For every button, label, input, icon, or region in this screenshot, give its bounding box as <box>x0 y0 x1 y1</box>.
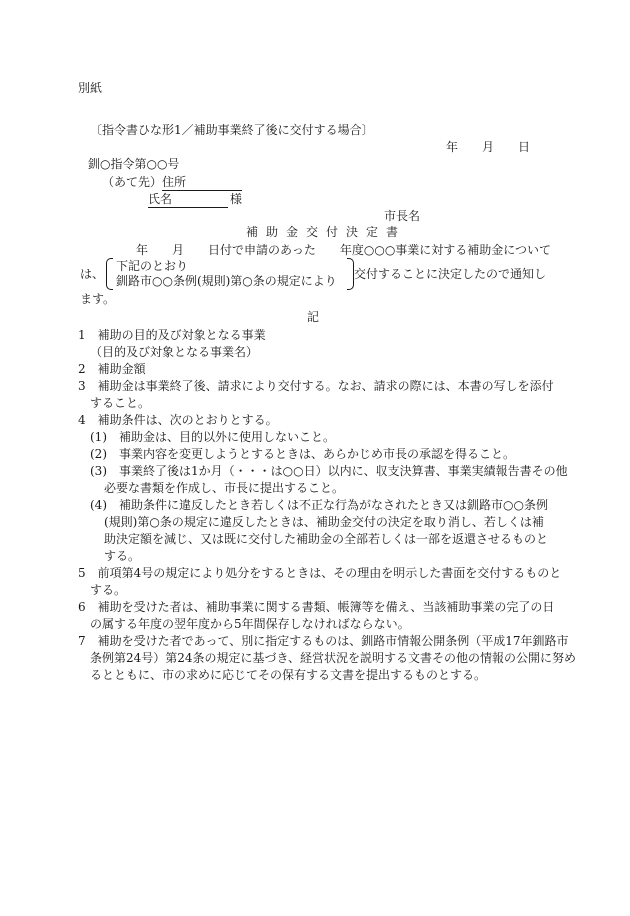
list-item: 必要な書類を作成し、市長に提出すること。 <box>104 481 345 495</box>
list-item: すること。 <box>90 396 151 410</box>
list-item: 7 補助を受けた者であって、別に指定するものは、釧路市情報公開条例（平成17年釧路市 <box>78 634 569 648</box>
list-item: 2 補助金額 <box>78 362 146 376</box>
attachment-label: 別紙 <box>78 81 103 95</box>
addressee-address-row <box>102 174 242 191</box>
list-item: 1 補助の目的及び対象となる事業 <box>78 328 266 342</box>
body-line-3: ます。 <box>80 292 116 306</box>
list-item: 6 補助を受けた者は、補助事業に関する書類、帳簿等を備え、当該補助事業の完了の日 <box>78 600 555 614</box>
list-item: 条例第24号）第24条の規定に基づき、経営状況を説明する文書その他の情報の公開に努め <box>90 651 577 665</box>
list-item: 4 補助条件は、次のとおりとする。 <box>78 413 278 427</box>
list-item: (1) 補助金は、目的以外に使用しないこと。 <box>90 430 335 444</box>
list-item: （目的及び対象となる事業名） <box>90 345 259 359</box>
list-item: 5 前項第4号の規定により処分をするときは、その理由を明示した書面を交付するものと <box>78 566 562 580</box>
issuer-name: 市長名 <box>384 209 421 223</box>
list-item: する。 <box>90 583 127 597</box>
option-bracket <box>106 258 354 290</box>
addressee-name-row <box>148 191 228 208</box>
body-line-2-suffix: 交付することに決定したので通知し <box>354 267 547 281</box>
document-title: 補助金交付決定書 <box>246 225 407 239</box>
addressee-prefix: （あて先） <box>102 175 163 189</box>
list-item: する。 <box>104 549 141 563</box>
ki-marker: 記 <box>307 310 320 324</box>
date-line: 年 月 日 <box>446 140 531 154</box>
list-item: 助決定額を減じ、又は既に交付した補助金の全部若しくは一部を返還させるものと <box>104 532 549 546</box>
bracket-right <box>347 258 354 290</box>
list-item: るとともに、市の求めに応じてその保有する文書を提出するものとする。 <box>90 668 487 682</box>
list-item: (4) 補助条件に違反したとき若しくは不正な行為がなされたとき又は釧路市○○条例 <box>90 498 548 512</box>
bracket-option-2: 釧路市○○条例(規則)第○条の規定により <box>116 274 337 288</box>
body-line-1: 年 月 日付で申請のあった 年度○○○事業に対する補助金について <box>136 243 552 257</box>
template-heading: 〔指令書ひな形1／補助事業終了後に交付する場合〕 <box>90 123 374 137</box>
address-label: 住所 <box>162 174 242 191</box>
honorific: 様 <box>230 192 243 206</box>
list-item: (規則)第○条の規定に違反したときは、補助金交付の決定を取り消し、若しくは補 <box>104 515 544 529</box>
bracket-option-1: 下記のとおり <box>116 259 189 273</box>
list-item: の属する年度の翌年度から5年間保存しなければならない。 <box>90 617 410 631</box>
bracket-left <box>106 258 113 290</box>
directive-number: 釧○指令第○○号 <box>88 157 180 171</box>
list-item: (2) 事業内容を変更しようとするときは、あらかじめ市長の承認を得ること。 <box>90 447 516 461</box>
body-prefix-wa: は、 <box>80 267 105 281</box>
list-item: (3) 事業終了後は1か月（・・・は○○日）以内に、収支決算書、事業実績報告書その他 <box>90 464 568 478</box>
name-label: 氏名 <box>148 191 228 208</box>
list-item: 3 補助金は事業終了後、請求により交付する。なお、請求の際には、本書の写しを添付 <box>78 379 554 393</box>
